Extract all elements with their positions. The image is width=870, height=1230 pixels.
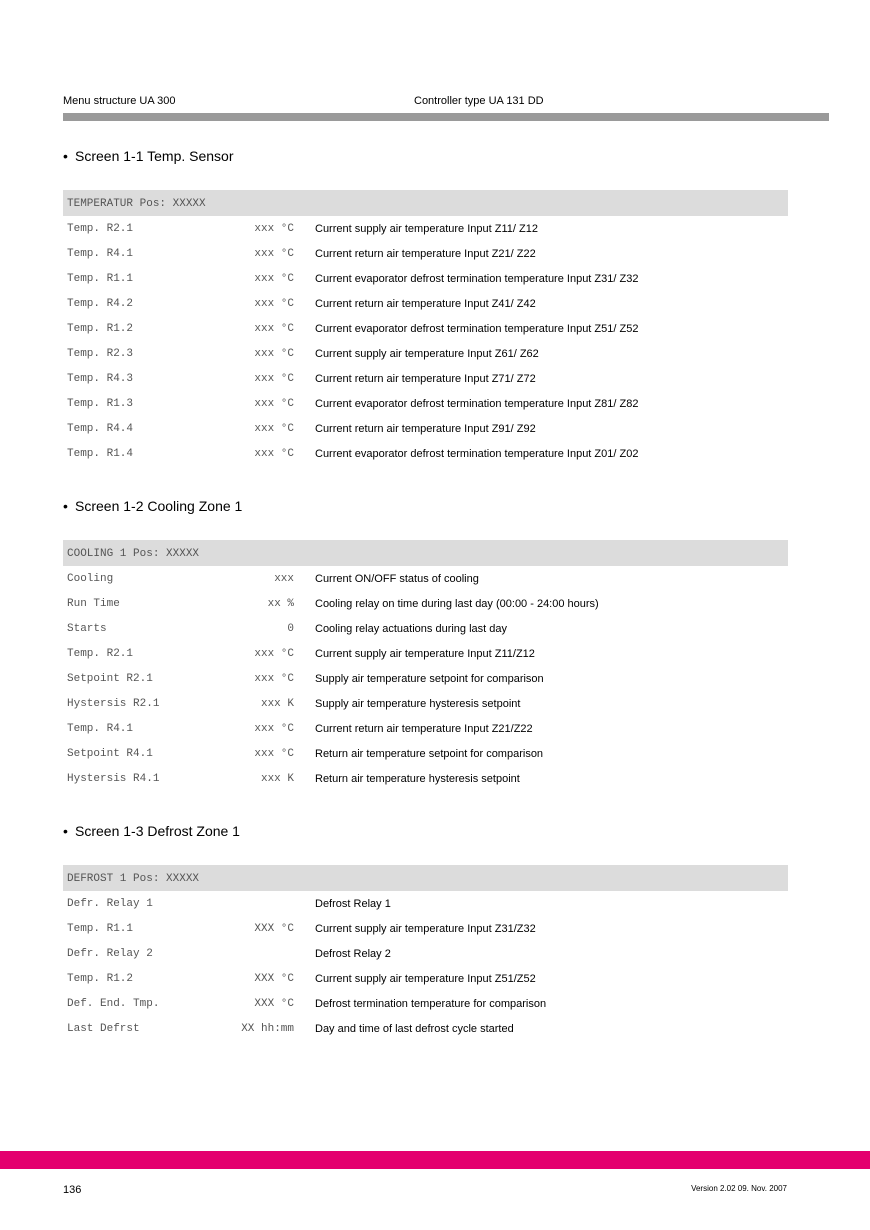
table-row bbox=[63, 667, 788, 692]
table-row bbox=[63, 417, 788, 442]
row-label: Defr. Relay 2 bbox=[67, 948, 153, 960]
row-description: Current ON/OFF status of cooling bbox=[315, 573, 479, 585]
section-title-text: Screen 1-2 Cooling Zone 1 bbox=[75, 498, 243, 514]
section-title bbox=[63, 823, 240, 839]
table-row bbox=[63, 767, 788, 792]
row-value: XX hh:mm bbox=[241, 1023, 294, 1035]
table-row bbox=[63, 942, 788, 967]
row-description: Defrost termination temperature for comparison bbox=[315, 998, 547, 1010]
row-value: 0 bbox=[287, 623, 294, 635]
row-description: Return air temperature hysteresis setpoint bbox=[315, 773, 520, 785]
row-label: Defr. Relay 1 bbox=[67, 898, 153, 910]
row-description: Current evaporator defrost termination temperature Input Z31/ Z32 bbox=[315, 273, 639, 285]
row-description: Current supply air temperature Input Z11/Z12 bbox=[315, 648, 535, 660]
screen-header: DEFROST 1 Pos: XXXXX bbox=[63, 865, 788, 891]
row-description: Defrost Relay 2 bbox=[315, 948, 391, 960]
row-label: Temp. R2.1 bbox=[67, 648, 134, 660]
row-description: Current return air temperature Input Z21/ Z22 bbox=[315, 248, 536, 260]
row-description: Current return air temperature Input Z71/ Z72 bbox=[315, 373, 536, 385]
row-value: xxx °C bbox=[254, 398, 294, 410]
table-row bbox=[63, 592, 788, 617]
version-info: Version 2.02 09. Nov. 2007 bbox=[691, 1184, 787, 1193]
row-description: Cooling relay on time during last day (00:00 - 24:00 hours) bbox=[315, 598, 599, 610]
row-value: xxx °C bbox=[254, 298, 294, 310]
footer-bar bbox=[0, 1151, 870, 1169]
row-value: xxx bbox=[274, 573, 294, 585]
row-description: Current supply air temperature Input Z11/ Z12 bbox=[315, 223, 538, 235]
row-description: Current supply air temperature Input Z31/Z32 bbox=[315, 923, 536, 935]
row-description: Day and time of last defrost cycle started bbox=[315, 1023, 514, 1035]
row-value: xxx °C bbox=[254, 273, 294, 285]
row-label: Temp. R4.1 bbox=[67, 248, 134, 260]
table-row bbox=[63, 642, 788, 667]
row-label: Hystersis R4.1 bbox=[67, 773, 160, 785]
section-title bbox=[63, 148, 234, 164]
row-label: Temp. R1.3 bbox=[67, 398, 134, 410]
row-description: Cooling relay actuations during last day bbox=[315, 623, 508, 635]
table-row bbox=[63, 917, 788, 942]
row-value: xxx °C bbox=[254, 248, 294, 260]
row-value: xxx °C bbox=[254, 323, 294, 335]
table-row bbox=[63, 742, 788, 767]
table-row bbox=[63, 292, 788, 317]
row-value: xxx °C bbox=[254, 448, 294, 460]
row-description: Return air temperature setpoint for comparison bbox=[315, 748, 544, 760]
row-label: Last Defrst bbox=[67, 1023, 140, 1035]
row-description: Current supply air temperature Input Z61/ Z62 bbox=[315, 348, 539, 360]
row-label: Temp. R4.2 bbox=[67, 298, 134, 310]
row-description: Supply air temperature hysteresis setpoint bbox=[315, 698, 521, 710]
row-label: Temp. R1.1 bbox=[67, 273, 134, 285]
row-label: Cooling bbox=[67, 573, 114, 585]
table-row bbox=[63, 892, 788, 917]
row-description: Defrost Relay 1 bbox=[315, 898, 391, 910]
row-label: Setpoint R2.1 bbox=[67, 673, 153, 685]
table-row bbox=[63, 317, 788, 342]
row-description: Supply air temperature setpoint for comparison bbox=[315, 673, 544, 685]
row-value: xxx °C bbox=[254, 723, 294, 735]
row-description: Current evaporator defrost termination temperature Input Z51/ Z52 bbox=[315, 323, 639, 335]
bullet-icon: • bbox=[63, 148, 68, 164]
table-row bbox=[63, 392, 788, 417]
row-value: xxx °C bbox=[254, 348, 294, 360]
table-row bbox=[63, 367, 788, 392]
table-row bbox=[63, 692, 788, 717]
table-row bbox=[63, 617, 788, 642]
table-row bbox=[63, 342, 788, 367]
row-label: Temp. R2.3 bbox=[67, 348, 134, 360]
row-label: Temp. R1.2 bbox=[67, 973, 134, 985]
table-row bbox=[63, 267, 788, 292]
row-label: Temp. R1.4 bbox=[67, 448, 134, 460]
row-value: xxx °C bbox=[254, 423, 294, 435]
table-row bbox=[63, 967, 788, 992]
row-description: Current supply air temperature Input Z51/Z52 bbox=[315, 973, 536, 985]
table-row bbox=[63, 1017, 788, 1042]
row-value: XXX °C bbox=[254, 998, 294, 1010]
table-row bbox=[63, 442, 788, 467]
row-description: Current return air temperature Input Z41/ Z42 bbox=[315, 298, 536, 310]
row-value: xxx °C bbox=[254, 648, 294, 660]
table-row bbox=[63, 567, 788, 592]
row-label: Temp. R2.1 bbox=[67, 223, 134, 235]
row-label: Starts bbox=[67, 623, 107, 635]
table-row bbox=[63, 242, 788, 267]
table-row bbox=[63, 992, 788, 1017]
section-title-text: Screen 1-3 Defrost Zone 1 bbox=[75, 823, 240, 839]
row-label: Temp. R1.1 bbox=[67, 923, 134, 935]
row-value: xxx K bbox=[260, 773, 294, 785]
row-label: Temp. R4.3 bbox=[67, 373, 134, 385]
row-label: Run Time bbox=[67, 598, 120, 610]
row-label: Def. End. Tmp. bbox=[67, 998, 160, 1010]
screen-header: TEMPERATUR Pos: XXXXX bbox=[63, 190, 788, 216]
table-row bbox=[63, 717, 788, 742]
row-value: xxx °C bbox=[254, 748, 294, 760]
bullet-icon: • bbox=[63, 823, 68, 839]
row-label: Temp. R4.1 bbox=[67, 723, 134, 735]
row-description: Current return air temperature Input Z21/Z22 bbox=[315, 723, 533, 735]
bullet-icon: • bbox=[63, 498, 68, 514]
row-value: XXX °C bbox=[254, 923, 294, 935]
row-value: xxx °C bbox=[254, 373, 294, 385]
row-description: Current return air temperature Input Z91/ Z92 bbox=[315, 423, 536, 435]
row-value: XXX °C bbox=[254, 973, 294, 985]
row-description: Current evaporator defrost termination temperature Input Z81/ Z82 bbox=[315, 398, 639, 410]
row-value: xx % bbox=[267, 598, 294, 610]
row-description: Current evaporator defrost termination temperature Input Z01/ Z02 bbox=[315, 448, 639, 460]
header-center: Controller type UA 131 DD bbox=[414, 95, 544, 107]
row-value: xxx °C bbox=[254, 223, 294, 235]
row-value: xxx K bbox=[260, 698, 294, 710]
row-label: Temp. R4.4 bbox=[67, 423, 134, 435]
screen-header: COOLING 1 Pos: XXXXX bbox=[63, 540, 788, 566]
row-label: Hystersis R2.1 bbox=[67, 698, 160, 710]
header-divider bbox=[63, 113, 829, 121]
header-left: Menu structure UA 300 bbox=[63, 95, 176, 107]
row-value: xxx °C bbox=[254, 673, 294, 685]
row-label: Temp. R1.2 bbox=[67, 323, 134, 335]
section-title-text: Screen 1-1 Temp. Sensor bbox=[75, 148, 234, 164]
section-title bbox=[63, 498, 242, 514]
table-row bbox=[63, 217, 788, 242]
row-label: Setpoint R4.1 bbox=[67, 748, 153, 760]
page-number: 136 bbox=[63, 1184, 82, 1196]
